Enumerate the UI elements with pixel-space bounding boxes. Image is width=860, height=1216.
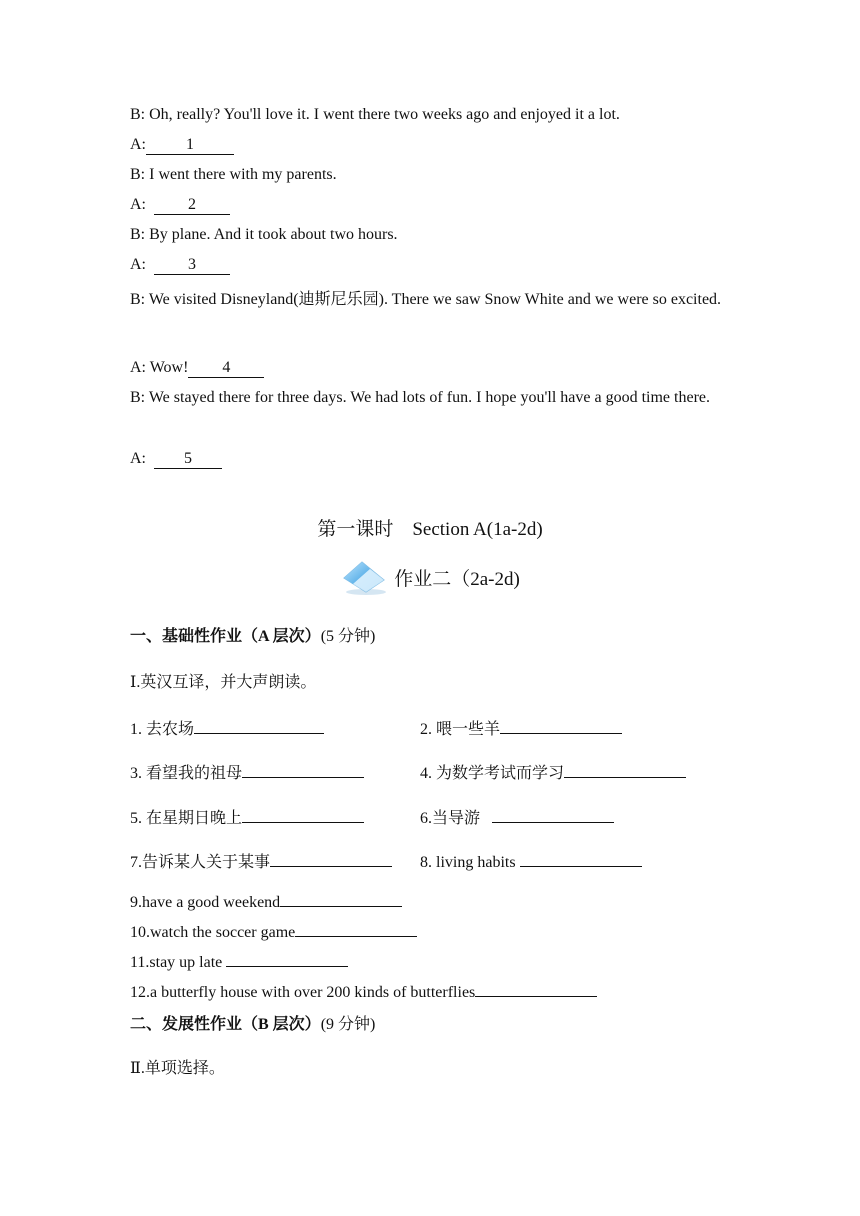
list-item: 9.have a good weekend — [130, 890, 402, 913]
list-item: 8. living habits — [420, 850, 642, 873]
part1-heading: Ⅰ.英汉互译，并大声朗读。 — [130, 674, 317, 691]
section-a-heading: 一、基础性作业（A 层次）(5 分钟) — [130, 628, 376, 645]
dialogue-line-b1: B: Oh, really? You'll love it. I went there two weeks ago and enjoyed it a lot. — [130, 106, 620, 123]
section-b-heading: 二、发展性作业（B 层次）(9 分钟) — [130, 1016, 376, 1033]
answer-blank-3[interactable]: 3 — [154, 256, 230, 275]
dialogue-line-a2: A: 2 — [130, 195, 230, 215]
answer-line[interactable] — [492, 806, 614, 823]
dialogue-line-a3: A: 3 — [130, 255, 230, 275]
list-item: 12.a butterfly house with over 200 kinds of butterflies — [130, 980, 597, 1003]
answer-line[interactable] — [500, 717, 622, 734]
answer-blank-1[interactable]: 1 — [146, 136, 234, 155]
dialogue-line-a4: A: Wow! 4 — [130, 358, 264, 378]
answer-blank-5[interactable]: 5 — [154, 450, 222, 469]
answer-blank-4[interactable]: 4 — [188, 359, 264, 378]
list-item: 4. 为数学考试而学习 — [420, 761, 686, 784]
answer-line[interactable] — [226, 950, 348, 967]
list-item: 10.watch the soccer game — [130, 920, 417, 943]
part2-heading: Ⅱ.单项选择。 — [130, 1060, 225, 1077]
list-item: 11.stay up late — [130, 950, 348, 973]
dialogue-line-b5: B: We stayed there for three days. We had lots of fun. I hope you'll have a good time there. — [130, 389, 711, 406]
answer-line[interactable] — [270, 850, 392, 867]
dialogue-line-a1: A: 1 — [130, 135, 234, 155]
list-item: 2. 喂一些羊 — [420, 717, 622, 740]
answer-blank-2[interactable]: 2 — [154, 196, 230, 215]
dialogue-line-b4: B: We visited Disneyland(迪斯尼乐园). There we saw Snow White and we were so excited. — [130, 291, 722, 308]
answer-line[interactable] — [564, 761, 686, 778]
list-item: 3. 看望我的祖母 — [130, 761, 364, 784]
book-icon — [340, 558, 390, 596]
answer-line[interactable] — [242, 761, 364, 778]
answer-line[interactable] — [194, 717, 324, 734]
list-item: 1. 去农场 — [130, 717, 324, 740]
answer-line[interactable] — [295, 920, 417, 937]
list-item: 7.告诉某人关于某事 — [130, 850, 392, 873]
list-item: 5. 在星期日晚上 — [130, 806, 364, 829]
dialogue-line-b3: B: By plane. And it took about two hours. — [130, 226, 398, 243]
answer-line[interactable] — [280, 890, 402, 907]
answer-line[interactable] — [242, 806, 364, 823]
answer-line[interactable] — [520, 850, 642, 867]
answer-line[interactable] — [475, 980, 597, 997]
homework-title-row — [0, 558, 860, 601]
list-item: 6.当导游 — [420, 806, 614, 829]
homework-title: 作业二（2a-2d) — [394, 568, 520, 590]
dialogue-line-a5: A: 5 — [130, 449, 222, 469]
dialogue-line-b2: B: I went there with my parents. — [130, 166, 337, 183]
lesson-title: 第一课时 Section A(1a-2d) — [317, 519, 543, 540]
